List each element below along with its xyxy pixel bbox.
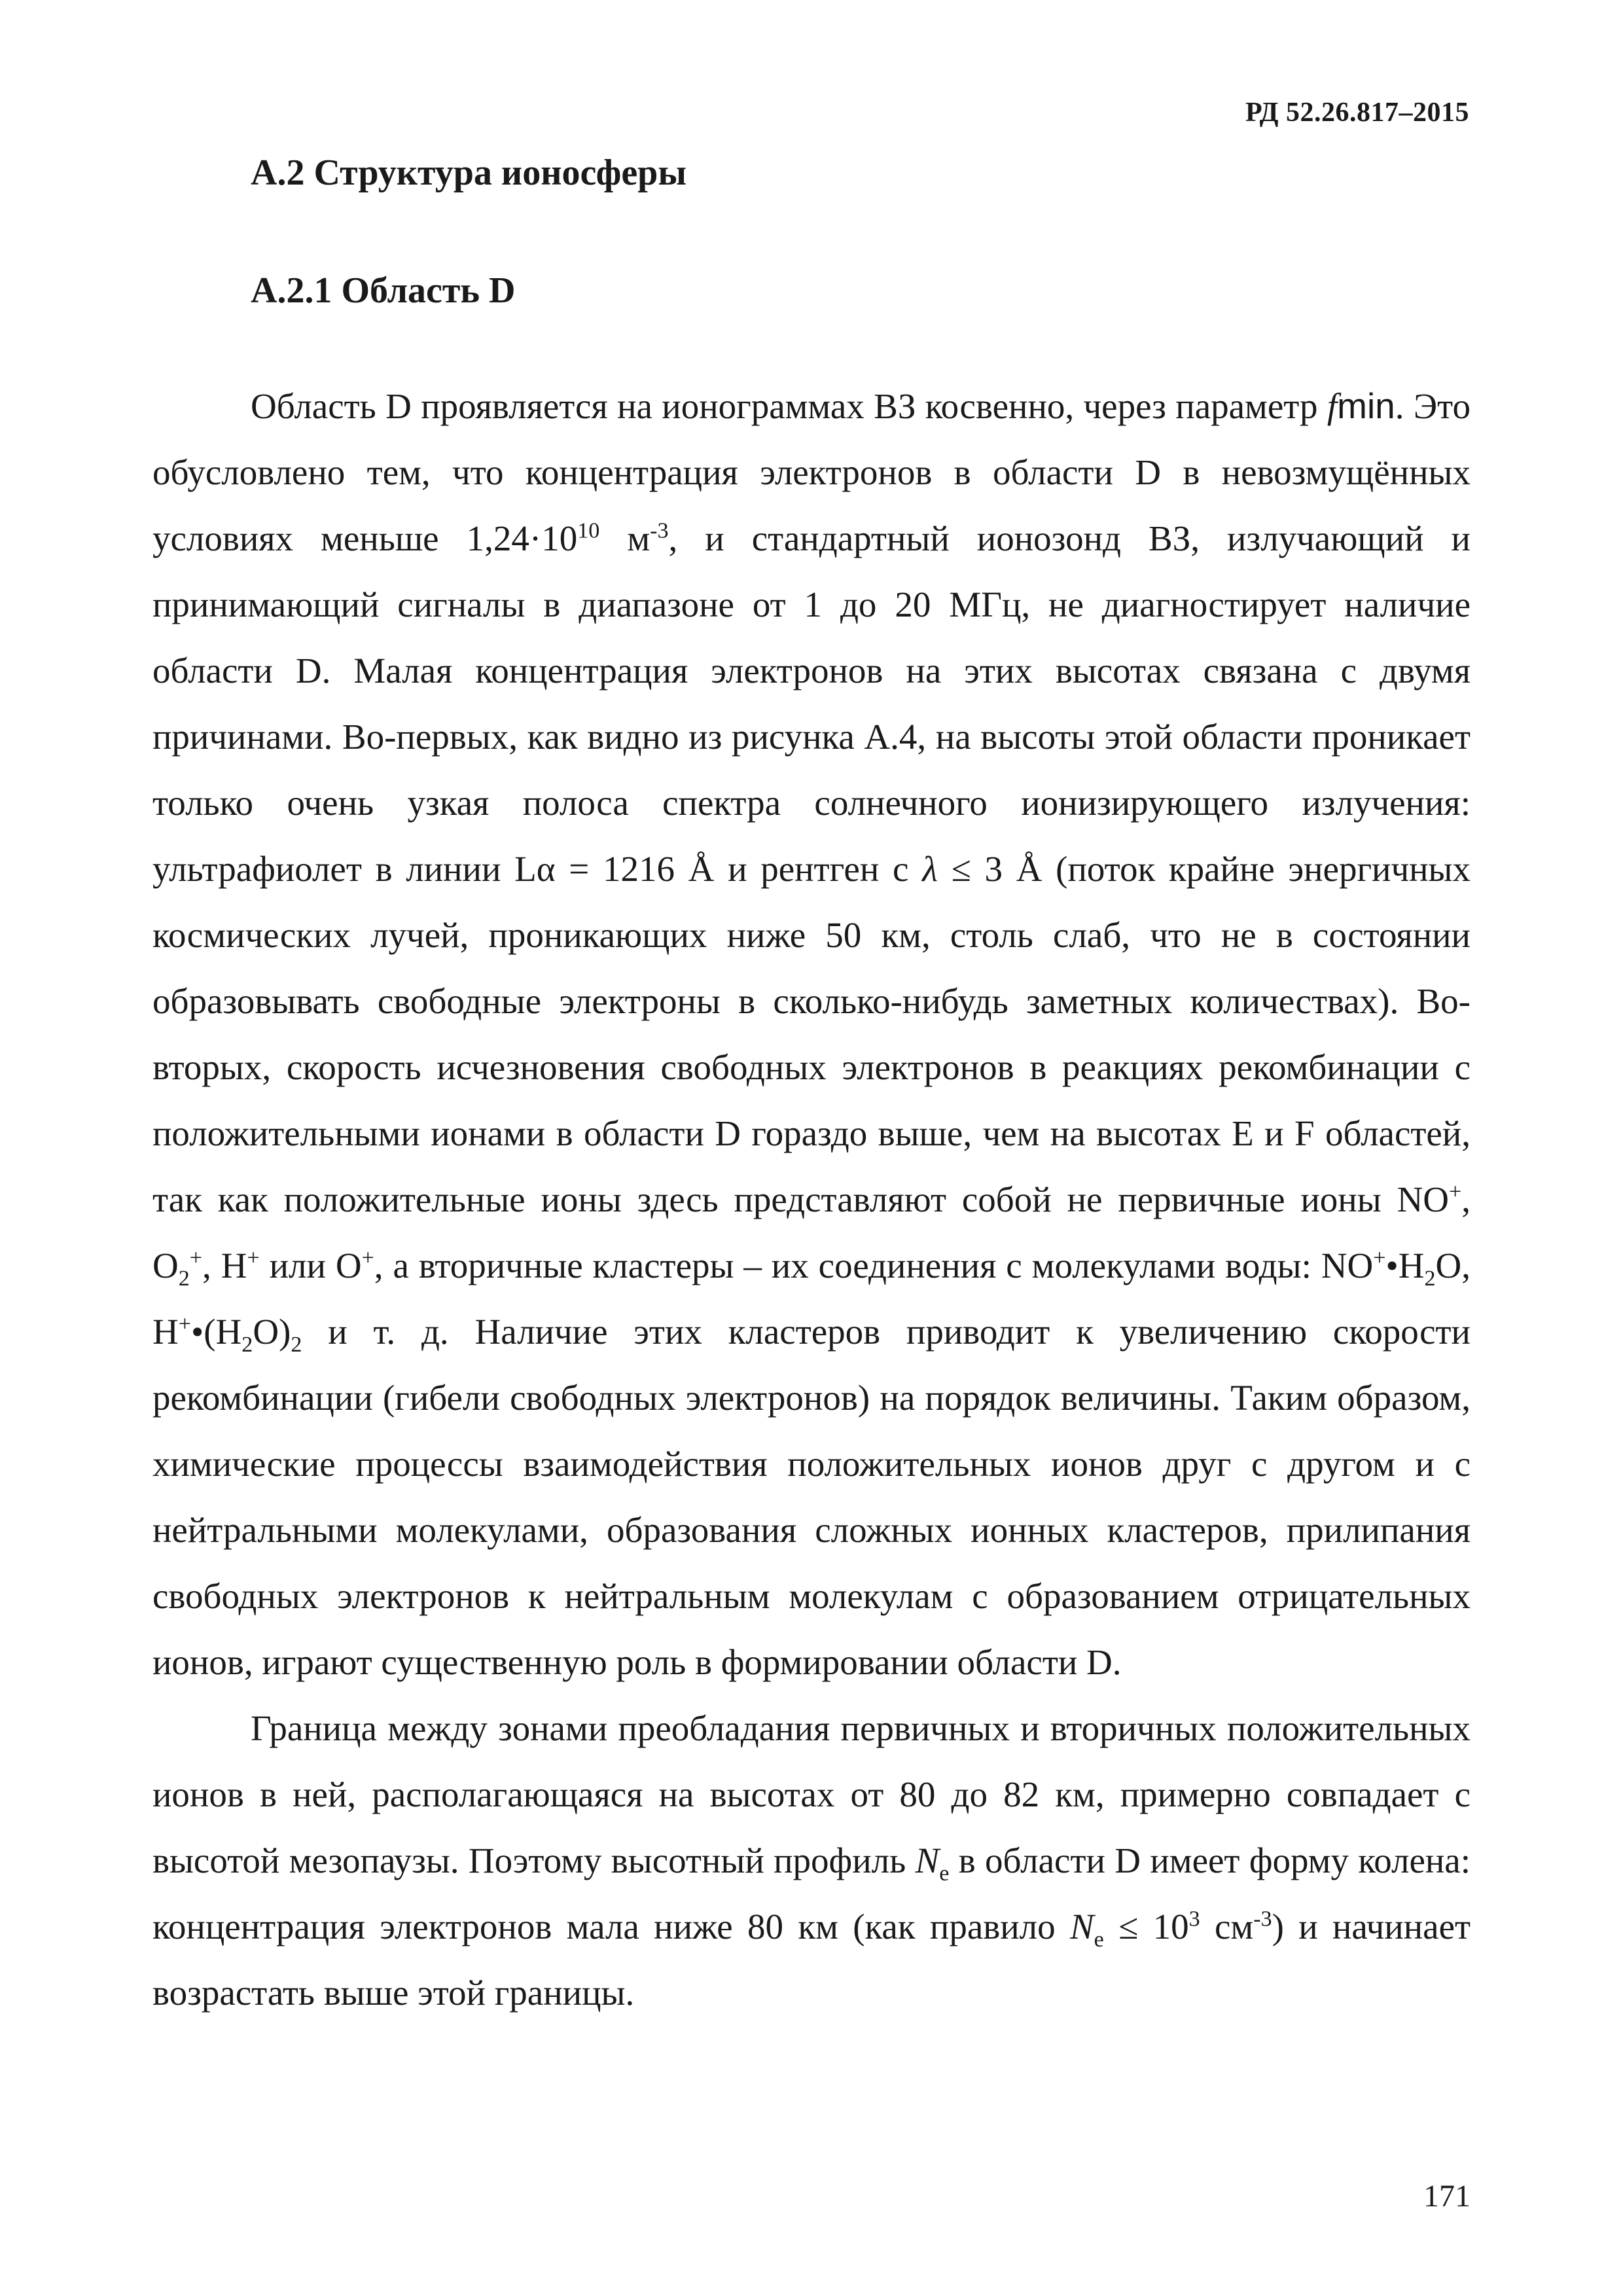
text-run: , и стандартный ионозонд ВЗ, излучающий и принимающий сигналы в диапазоне от 1 до 20 МГц, не диагностирует наличие области D. Малая концентрация электронов на этих высотах связана с двумя причинами. Во-первых, как видно из рисунка А.4, на высоты этой области проникает только очень узкая полоса спектра солнечного ионизирующего излучения: ультрафиолет в линии Lα = 1216 Å и рентген с <box>152 518 1471 889</box>
text-run: и т. д. Наличие этих кластеров приводит к увеличению скорости рекомбинации (гибели свободных электронов) на порядок величины. Таким образом, химические процессы взаимодействия положительных ионов друг с другом и с нейтральными молекулами, образования сложных ионных кластеров, прилипания свободных электронов к нейтральным молекулам с образованием отрицательных ионов, играют существенную роль в формировании области D. <box>152 1312 1471 1682</box>
text-run: ≤ 3 Å (поток крайне энергичных космических лучей, проникающих ниже 50 км, столь слаб, что не в состоянии образовывать свободные электроны в сколько-нибудь заметных количествах). Во-вторых, скорость исчезновения свободных электронов в реакциях рекомбинации с положительными ионами в области D гораздо выше, чем на высотах E и F областей, так как положительные ионы здесь представляют собой не первичные ионы NO <box>152 849 1471 1219</box>
text-run: O, H <box>152 1246 1471 1352</box>
ne-symbol: N <box>915 1840 940 1880</box>
text-run: ≤ 10 <box>1103 1907 1189 1946</box>
subsection-heading: А.2.1 Область D <box>251 270 516 311</box>
subscript: 2 <box>1424 1266 1436 1291</box>
subscript: e <box>1094 1928 1104 1952</box>
text-run: . Это обусловлено тем, что концентрация электронов в области D в невозмущённых условиях меньше 1,24·10 <box>152 386 1471 558</box>
text-run: , а вторичные кластеры – их соединения с молекулами воды: NO <box>374 1246 1374 1285</box>
text-run: или O <box>259 1246 362 1285</box>
text-run: O) <box>253 1312 291 1352</box>
fmin-symbol: f <box>1327 386 1338 426</box>
superscript: + <box>361 1246 374 1270</box>
text-run: Граница между зонами преобладания первичных и вторичных положительных ионов в ней, располагающаяся на высотах от 80 до 82 км, примерно совпадает с высотой мезопаузы. Поэтому высотный профиль <box>152 1708 1471 1880</box>
body-text <box>152 373 1471 2026</box>
text-run: ) и начинает возрастать выше этой границы. <box>152 1907 1471 2013</box>
text-run: , O <box>152 1179 1471 1285</box>
subscript: e <box>939 1861 950 1886</box>
text-run: м <box>599 518 651 558</box>
text-run: Область D проявляется на ионограммах ВЗ косвенно, через параметр <box>251 386 1327 426</box>
superscript: + <box>178 1312 191 1336</box>
fmin-suffix: min <box>1337 386 1395 426</box>
text-run: см <box>1200 1907 1254 1946</box>
paragraph-1 <box>152 373 1471 1695</box>
text-run: , H <box>202 1246 247 1285</box>
superscript: + <box>189 1246 203 1270</box>
superscript: + <box>1449 1179 1462 1204</box>
superscript: -3 <box>1253 1907 1272 1931</box>
page-number: 171 <box>1423 2179 1471 2214</box>
superscript: + <box>1373 1246 1386 1270</box>
superscript: -3 <box>650 518 669 543</box>
document-code: РД 52.26.817–2015 <box>1245 98 1469 128</box>
subscript: 2 <box>241 1333 253 1357</box>
subscript: 2 <box>178 1266 190 1291</box>
subscript: 2 <box>291 1333 302 1357</box>
ne-symbol: N <box>1069 1907 1094 1946</box>
text-run: в области D имеет форму колена: концентрация электронов мала ниже 80 км (как правило <box>152 1840 1471 1946</box>
paragraph-2 <box>152 1695 1471 2026</box>
lambda-symbol: λ <box>922 849 938 889</box>
superscript: 10 <box>577 518 600 543</box>
section-heading: А.2 Структура ионосферы <box>251 152 687 193</box>
text-run: •(H <box>190 1312 242 1352</box>
superscript: + <box>247 1246 260 1270</box>
text-run: •H <box>1385 1246 1425 1285</box>
superscript: 3 <box>1188 1907 1200 1931</box>
